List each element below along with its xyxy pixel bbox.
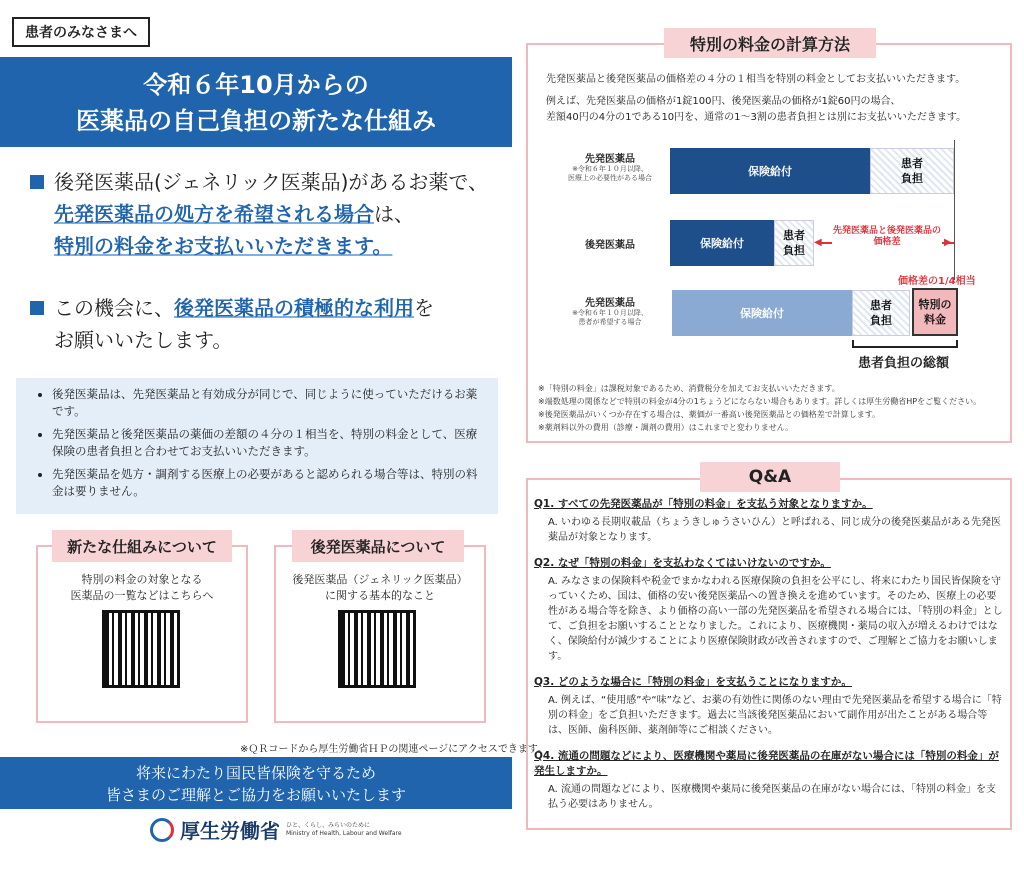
row1-label: 先発医薬品 ※令和６年１０月以降、 医療上の必要性がある場合 — [568, 154, 652, 182]
question-2: Q2. なぜ「特別の料金」を支払わなくてはいけないのですか。 — [534, 557, 831, 569]
answer-4: A. 流通の問題などにより、医療機関や薬局に後発医薬品の在庫がない場合には、「特別の料金」を支払う必要はありません。 — [548, 784, 997, 810]
qr-heading-generic: 後発医薬品について — [292, 530, 464, 562]
bullet1-mid: は、 — [374, 202, 414, 226]
square-bullet-icon — [30, 175, 44, 189]
bullet1-highlight-2: 特別の料金をお支払いいただきます。 — [54, 234, 393, 258]
calc-footnotes: ※「特別の料金」は課税対象であるため、消費税分を加えてお支払いいただきます。 ※端数処理の関係などで特別の料金が4分の1ちょうどにならない場合もあります。詳しくは厚生労働省HPをご覧ください。 ※後発医薬品がいくつか存在する場合は、薬価が一番高い後発医薬品との価格差で計算します。 ※薬剤料以外の費用（診療・調剤の費用）はこれまでと変わりません。 — [538, 384, 982, 432]
bullet1-highlight-1: 先発医薬品の処方を希望される場合 — [54, 202, 374, 226]
answer-1: A. いわゆる長期収載品（ちょうきしゅうさいひん）と呼ばれる、同じ成分の後発医薬品がある先発医薬品が対象となります。 — [548, 517, 1002, 543]
total-bracket — [852, 340, 958, 348]
title-line-1: 令和６年10月からの — [143, 71, 369, 99]
calc-explanation — [546, 72, 1006, 126]
arrow-right-icon: ▶ — [944, 237, 952, 248]
logo-subtitle: ひと、くらし、みらいのために Ministry of Health, Labour and Welfare — [286, 821, 402, 837]
row3-label: 先発医薬品 ※令和６年１０月以降、 患者が希望する場合 — [572, 298, 648, 326]
row3-benefit-bar: 保険給付 — [672, 290, 852, 336]
qa-heading: Q&A — [700, 462, 840, 492]
footer-message — [0, 757, 512, 809]
calc-heading: 特別の料金の計算方法 — [664, 28, 876, 58]
bullet2-post: を — [414, 296, 434, 320]
quarter-label: 価格差の1/4相当 — [898, 276, 976, 287]
total-burden-label: 患者負担の総額 — [858, 356, 950, 371]
answer-3: A. 例えば、“使用感”や“味”など、お薬の有効性に関係のない理由で先発医薬品を希望する場合に「特別の料金」をご負担いただきます。過去に当該後発医薬品において副作用が出たことがある場合等は、医師、歯科医師、薬剤師等にご相談ください。 — [548, 695, 1002, 736]
row2-benefit-bar: 保険給付 — [670, 220, 774, 266]
qr-code-icon[interactable] — [338, 610, 416, 688]
row2-label: 後発医薬品 — [585, 240, 635, 251]
answer-2: A. みなさまの保険料や税金でまかなわれる医療保険の負担を公平にし、将来にわたり国民皆保険を守っていくため、国は、価格の安い後発医薬品への置き換えを進めています。そのため、医療上の必要性がある場合等を除き、より価格の高い一部の先発医薬品を希望される場合には、「特別の料金」として、ご負担をお願いすることとなりました。これにより、医療機関・薬局の収入が増えるわけではなく、保険給付が減少することにより医療保険財政が改善されますので、ご理解とご協力をお願いします。 — [548, 576, 1003, 662]
qa-list — [534, 496, 1006, 812]
arrow-left-icon: ◀ — [814, 237, 822, 248]
bullet2-text: この機会に、 — [54, 296, 174, 320]
price-diff-label: 先発医薬品と後発医薬品の価格差 — [832, 226, 941, 247]
notes-box — [16, 378, 498, 514]
bullet2-line2: お願いいたします。 — [54, 328, 233, 352]
qr-desc-generic: 後発医薬品（ジェネリック医薬品） に関する基本的なこと — [292, 573, 468, 602]
title-line-2: 医薬品の自己負担の新たな仕組み — [76, 107, 436, 135]
calc-p2: 例えば、先発医薬品の価格が1錠100円、後発医薬品の価格が1錠60円の場合、 — [546, 96, 901, 107]
qr-desc-new-system: 特別の料金の対象となる 医薬品の一覧などはこちらへ — [70, 573, 214, 602]
bullet-generic — [30, 166, 510, 262]
footer-line-1: 将来にわたり国民皆保険を守るため — [135, 764, 376, 782]
row3-patient-bar: 患者負担 — [852, 290, 910, 336]
qr-code-icon[interactable] — [102, 610, 180, 688]
question-4: Q4. 流通の問題などにより、医療機関や薬局に後発医薬品の在庫がない場合には「特別の料金」が発生しますか。 — [534, 750, 999, 777]
logo-name: 厚生労働省 — [180, 819, 280, 843]
bullet2-highlight: 後発医薬品の積極的な利用 — [174, 296, 414, 320]
guide-line — [954, 140, 955, 280]
question-3: Q3. どのような場合に「特別の料金」を支払うことになりますか。 — [534, 676, 852, 688]
calc-p1: 先発医薬品と後発医薬品の価格差の４分の１相当を特別の料金としてお支払いいただきます。 — [546, 74, 966, 85]
mhlw-logo — [150, 815, 402, 844]
note-item: • 後発医薬品は、先発医薬品と有効成分が同じで、同じように使っていただけるお薬です。 — [52, 386, 488, 420]
note-item: • 先発医薬品を処方・調剤する医療上の必要があると認められる場合等は、特別の料金は要りません。 — [52, 466, 488, 500]
square-bullet-icon — [30, 301, 44, 315]
row1-patient-bar: 患者負担 — [870, 148, 954, 194]
bullet-request — [30, 292, 510, 356]
row3-special-fee-bar: 特別の料金 — [912, 288, 958, 336]
question-1: Q1. すべての先発医薬品が「特別の料金」を支払う対象となりますか。 — [534, 498, 873, 510]
bullet1-text: 後発医薬品(ジェネリック医薬品)があるお薬で、 — [54, 170, 489, 194]
calc-p3: 差額40円の4分の1である10円を、通常の1～3割の患者負担とは別にお支払いいただきます。 — [546, 112, 967, 123]
note-item: • 先発医薬品と後発医薬品の薬価の差額の４分の１相当を、特別の料金として、医療保険の患者負担と合わせてお支払いいただきます。 — [52, 426, 488, 460]
row1-benefit-bar: 保険給付 — [670, 148, 870, 194]
row2-patient-bar: 患者負担 — [774, 220, 814, 266]
qr-note: ※ＱＲコードから厚生労働省ＨＰの関連ページにアクセスできます。 — [240, 744, 548, 755]
qr-heading-new-system: 新たな仕組みについて — [52, 530, 232, 562]
footer-line-2: 皆さまのご理解とご協力をお願いいたします — [105, 786, 406, 804]
mhlw-logo-icon — [150, 818, 174, 842]
audience-badge: 患者のみなさまへ — [12, 17, 150, 47]
main-title — [0, 57, 512, 147]
